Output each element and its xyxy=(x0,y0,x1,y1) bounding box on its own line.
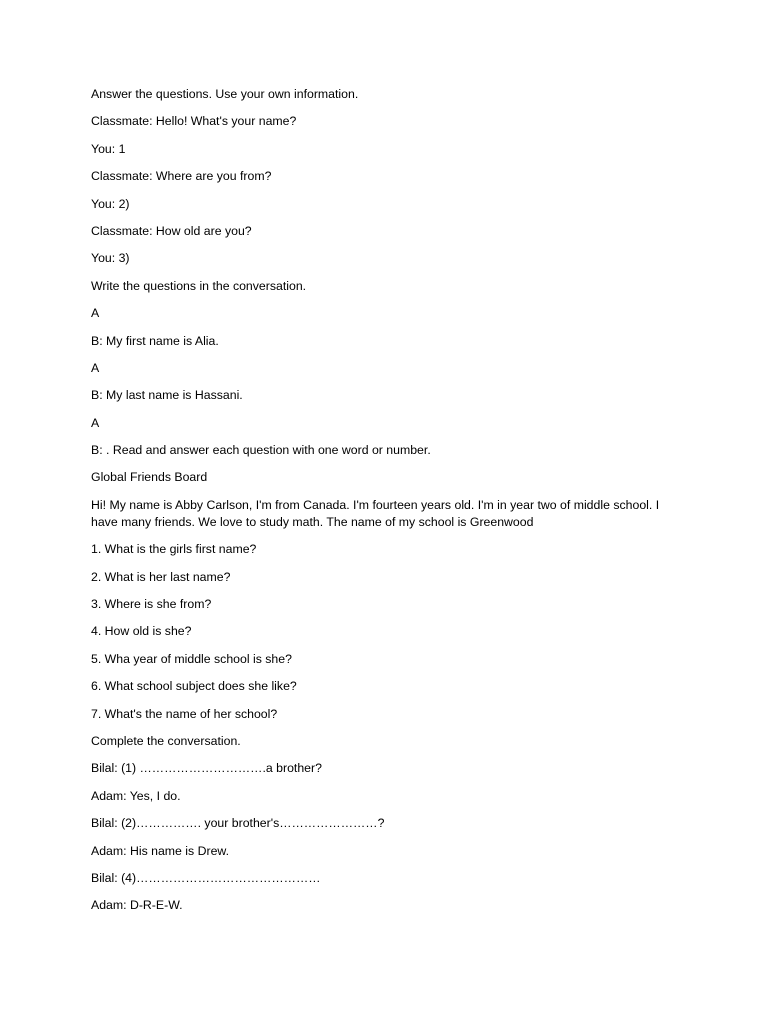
dialogue-line: Classmate: How old are you? xyxy=(91,223,252,238)
dialogue-line: You: 3) xyxy=(91,251,130,266)
section-title-global-friends-board: Global Friends Board xyxy=(91,470,208,485)
dialogue-line: A xyxy=(91,306,100,321)
dialogue-line: You: 2) xyxy=(91,196,130,211)
document-page xyxy=(91,86,661,925)
dialogue-line: Bilal: (2)……………. your brother's……………………? xyxy=(91,816,385,831)
dialogue-line: Adam: Yes, I do. xyxy=(91,788,181,803)
dialogue-line: A xyxy=(91,360,100,375)
question-item: 4. How old is she? xyxy=(91,624,192,639)
instruction-write-questions: Write the questions in the conversation. xyxy=(91,278,307,293)
dialogue-line: B: . Read and answer each question with one word or number. xyxy=(91,443,431,458)
dialogue-line: B: My first name is Alia. xyxy=(91,333,219,348)
instruction-answer-questions: Answer the questions. Use your own information. xyxy=(91,87,359,101)
dialogue-line: Bilal: (1) ………………………….a brother? xyxy=(91,761,322,776)
reading-passage: Hi! My name is Abby Carlson, I'm from Canada. I'm fourteen years old. I'm in year two of middle school. I have many friends. We love to study math. The name of my school is Greenwood xyxy=(91,497,660,529)
dialogue-line: A xyxy=(91,415,100,430)
dialogue-line: B: My last name is Hassani. xyxy=(91,388,243,403)
question-item: 7. What's the name of her school? xyxy=(91,706,278,721)
question-item: 3. Where is she from? xyxy=(91,597,212,612)
dialogue-line: Adam: His name is Drew. xyxy=(91,843,230,858)
question-item: 6. What school subject does she like? xyxy=(91,679,297,694)
instruction-complete-conversation: Complete the conversation. xyxy=(91,733,241,748)
question-item: 5. Wha year of middle school is she? xyxy=(91,651,292,666)
dialogue-line: Adam: D-R-E-W. xyxy=(91,898,183,913)
question-item: 1. What is the girls first name? xyxy=(91,542,257,557)
dialogue-line: Classmate: Hello! What's your name? xyxy=(91,114,297,129)
question-item: 2. What is her last name? xyxy=(91,569,231,584)
dialogue-line: Bilal: (4)……………………………………… xyxy=(91,870,321,885)
dialogue-line: Classmate: Where are you from? xyxy=(91,169,272,184)
dialogue-line: You: 1 xyxy=(91,141,126,156)
